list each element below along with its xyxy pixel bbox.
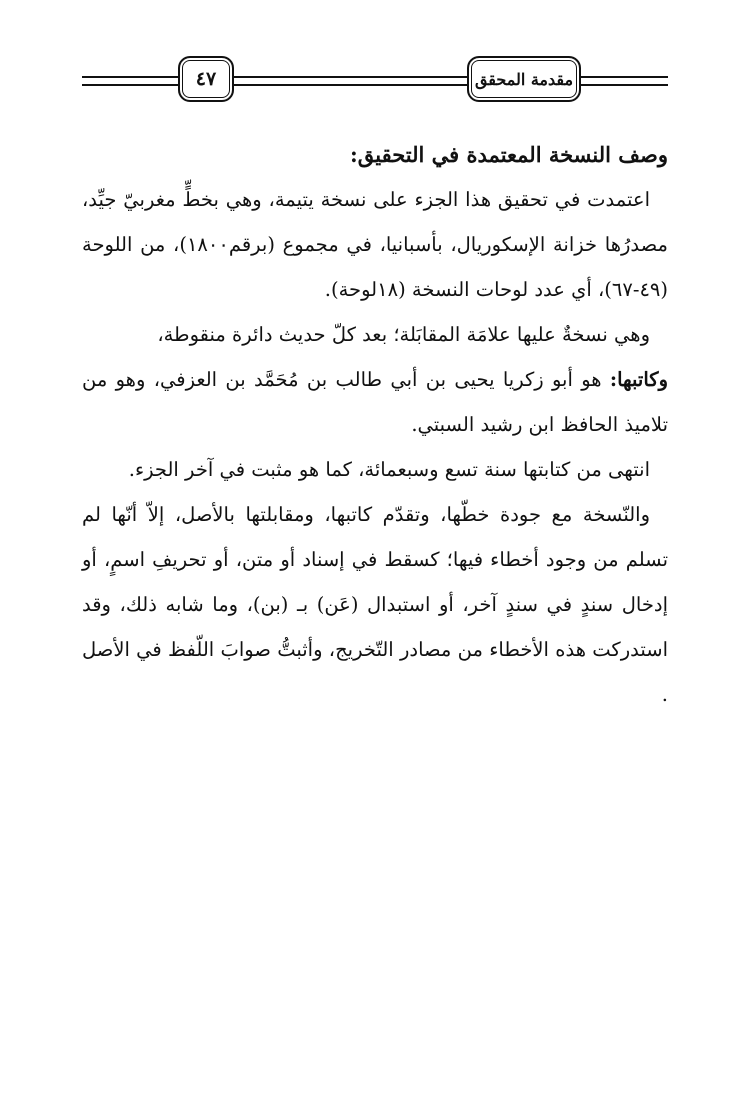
page-body [82,132,668,717]
page-number: ٤٧ [178,56,234,102]
paragraph-errors: والنّسخة مع جودة خطّها، وتقدّم كاتبها، ومقابلتها بالأصل، إلاّ أنّها لم تسلم من وجود أخطاء فيها؛ كسقط في إسناد أو متن، أو تحريفِ اسمٍ، أو إدخال سندٍ في سندٍ آخر، أو استبدال (عَن) بـ (بن)، وما شابه ذلك، وقد استدركت هذه الأخطاء من مصادر التّخريج، وأثبتُّ صوابَ اللّفظ في الأصل . [82,503,668,706]
scribe-lead: وكاتبها: [609,368,668,391]
running-header [82,52,668,106]
paragraph-collation-mark: وهي نسخةٌ عليها علامَة المقابَلة؛ بعد كلّ حديث دائرة منقوطة، [157,323,650,346]
running-title: مقدمة المحقق [467,56,581,102]
paragraph-scribe [82,357,668,447]
paragraph-manuscript-source: اعتمدت في تحقيق هذا الجزء على نسخة يتيمة، وهي بخطٍّ مغربيّ جيِّد، مصدرُها خزانة الإسكوريال، بأسبانيا، في مجموع (برقم١٨٠٠)، من اللوحة (٤٩-٦٧)، أي عدد لوحات النسخة (١٨لوحة). [82,188,668,301]
paragraph-completion-date: انتهى من كتابتها سنة تسع وسبعمائة، كما هو مثبت في آخر الجزء. [128,458,650,481]
scribe-text: هو أبو زكريا يحيى بن أبي طالب بن مُحَمَّد بن العزفي، وهو من تلاميذ الحافظ ابن رشيد السبتي. [82,368,668,436]
section-heading: وصف النسخة المعتمدة في التحقيق: [350,142,668,167]
